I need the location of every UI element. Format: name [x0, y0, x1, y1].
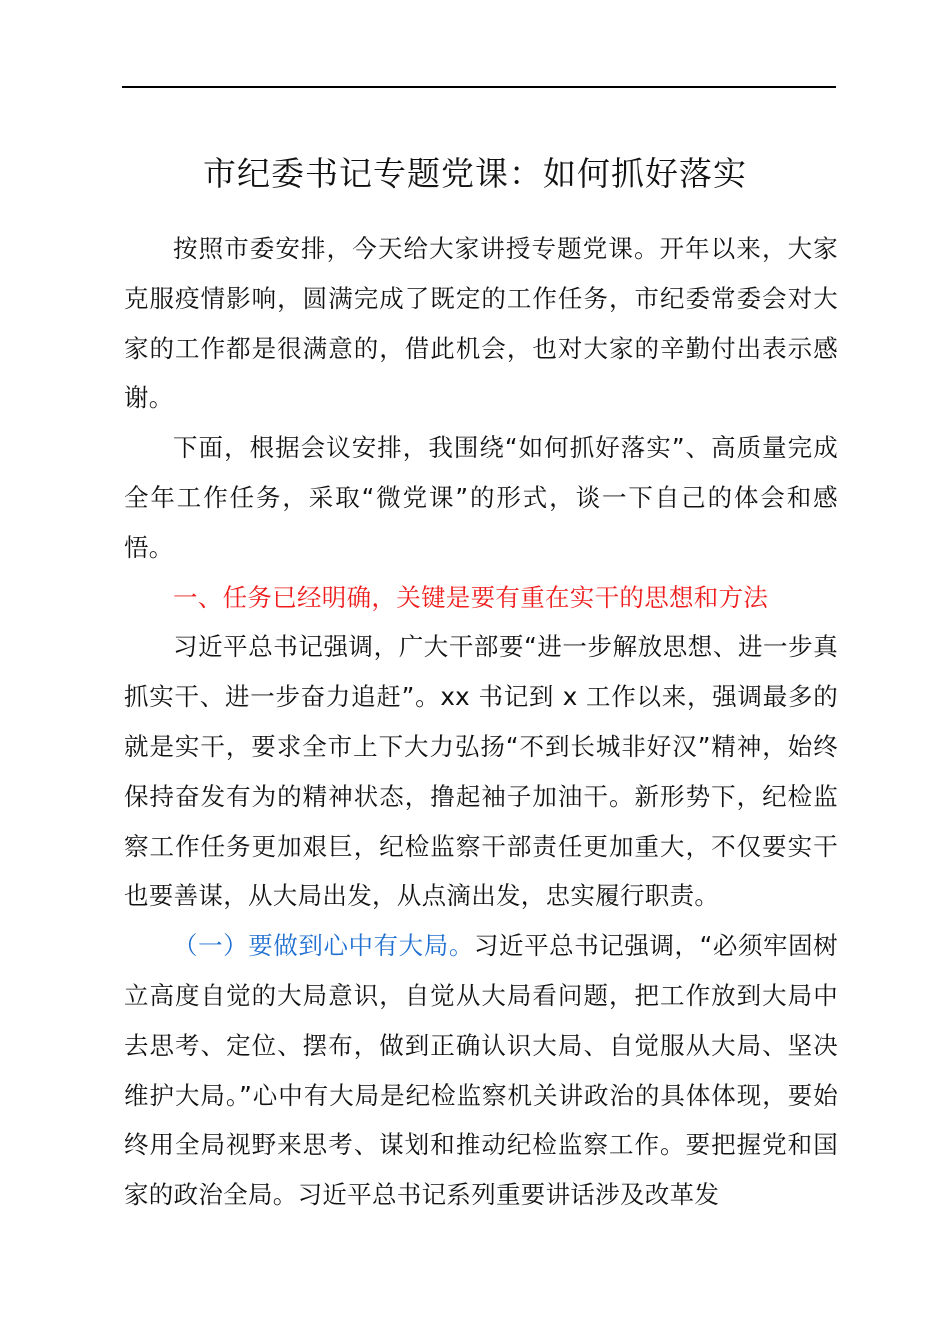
paragraph-section1: 习近平总书记强调，广大干部要“进一步解放思想、进一步真抓实干、进一步奋力追赶”。xx 书记到 x 工作以来，强调最多的就是实干，要求全市上下大力弘扬“不到长城非好汉”精神，始终保持奋发有为的精神状态，撸起袖子加油干。新形势下，纪检监察工作任务更加艰巨，纪检监察干部责任更加重大，不仅要实干也要善谋，从大局出发，从点滴出发，忠实履行职责。	[124, 632, 838, 911]
subsection-heading-1: （一）要做到心中有大局。	[173, 931, 474, 961]
document-body	[124, 224, 838, 1220]
paragraph-outline: 下面，根据会议安排，我围绕“如何抓好落实”、高质量完成全年工作任务，采取“微党课”的形式，谈一下自己的体会和感悟。	[124, 433, 838, 562]
paragraph-intro: 按照市委安排，今天给大家讲授专题党课。开年以来，大家克服疫情影响，圆满完成了既定的工作任务，市纪委常委会对大家的工作都是很满意的，借此机会，也对大家的辛勤付出表示感谢。	[124, 234, 838, 413]
subsection-text-1: 习近平总书记强调，“必须牢固树立高度自觉的大局意识，自觉从大局看问题，把工作放到大局中去思考、定位、摆布，做到正确认识大局、自觉服从大局、坚决维护大局。”心中有大局是纪检监察机关讲政治的具体体现，要始终用全局视野来思考、谋划和推动纪检监察工作。要把握党和国家的政治全局。习近平总书记系列重要讲话涉及改革发	[124, 931, 838, 1210]
document-title: 市纪委书记专题党课：如何抓好落实	[203, 154, 747, 193]
paragraph-subsection1	[124, 921, 838, 1220]
section-heading-1: 一、任务已经明确，关键是要有重在实干的思想和方法	[173, 582, 769, 612]
header-rule	[122, 86, 836, 88]
